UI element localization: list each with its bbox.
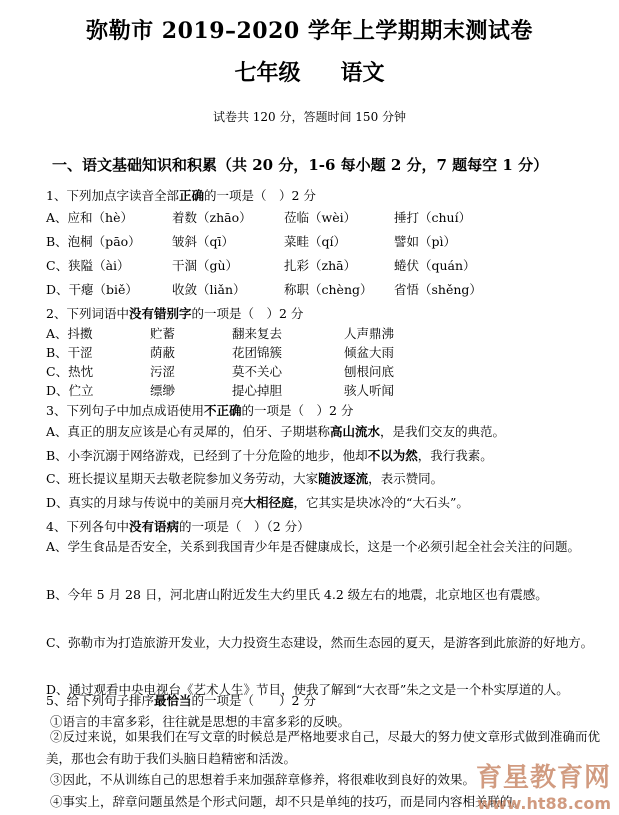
q5-sentence-2: ②反过来说，如果我们在写文章的时候总是严格地要求自己，尽最大的努力使文章形式做到准确而优美，那也会有助于我们头脑日趋精密和活泼。 <box>46 729 601 766</box>
watermark-logo-text: 育星教育网 <box>475 763 611 793</box>
q4-option-c: C、弥勒市为打造旅游开发业，大力投资生态建设，然而生态园的夏天，是游客到此旅游的好地方。 <box>46 635 594 650</box>
grade-label: 七年级 <box>234 60 301 86</box>
q5-sentence-3: ③因此，不从训练自己的思想着手来加强辞章修养，将很难收到良好的效果。 <box>50 772 476 787</box>
question-5-stem-text: 5、给下列句子排序最恰当的一项是（ ）2 分 <box>46 693 316 708</box>
exam-info: 试卷共 120 分，答题时间 150 分钟 <box>212 110 407 124</box>
exam-subtitle <box>0 56 619 87</box>
q3-option-c: C、班长提议星期天去敬老院参加义务劳动，大家随波逐流，表示赞同。 <box>46 471 444 486</box>
question-2-stem: 2、下列词语中没有错别字的一项是（ ）2 分 <box>46 306 304 321</box>
watermark <box>476 757 611 813</box>
q3-option-b: B、小李沉溺于网络游戏，已经到了十分危险的地步，他却不以为然，我行我素。 <box>46 448 493 463</box>
question-3-stem: 3、下列句子中加点成语使用不正确的一项是（ ）2 分 <box>46 403 354 418</box>
q4-option-b: B、今年 5 月 28 日，河北唐山附近发生大约里氏 4.2 级左右的地震，北京地区也有震感。 <box>46 587 548 602</box>
q5-sentence-1: ①语言的丰富多彩，往往就是思想的丰富多彩的反映。 <box>50 714 351 729</box>
question-4-stem: 4、下列各句中没有语病的一项是（ ）（2 分） <box>46 519 310 534</box>
q3-option-d: D、真实的月球与传说中的美丽月亮大相径庭，它其实是块冰冷的“大石头”。 <box>46 495 469 510</box>
section-title: 一、语文基础知识和积累（共 20 分，1-6 每小题 2 分，7 题每空 1 分） <box>52 156 549 174</box>
exam-title: 弥勒市 2019–2020 学年上学期期末测试卷 <box>86 18 533 44</box>
exam-page: 弥勒市 2019–2020 学年上学期期末测试卷 七年级 语文 试卷共 120 分，答题时间 150 分钟 一、语文基础知识和积累（共 20 分，1-6 每小题 2 分，7 题每空 1 分） 1、下列加点字读音全部正确的一项是（ ）2 分 A、应和（hè） 着数（zhāo） 莅临（wèi） 捶打（chuí） B、泡桐（pāo） 皱斜（qī） 菜畦（qí） 譬如（pì） C、狭隘（ài） 干涸（gù） 扎彩（zhā） 蜷伏（quán） D、干瘪（biě） 收敛（liǎn） 称职（chèng） 省悟（shěng） 2、下列词语中没有错别字的一项是（ ）2 分 A、抖擞 贮蓄 翻来复去 人声鼎沸 B、干涩 荫蔽 花团锦簇 倾盆大雨 C、热忱 污涩 莫不关心 刨根问底 D、伫立 缥缈 提心掉胆 骇人听闻 3、下列句子中加点成语使用不正确的一项是（ ）2 分 A、真正的朋友应该是心有灵犀的，伯牙、子期堪称高山流水，是我们交友的典范。 B、小李沉溺于网络游戏，已经到了十分危险的地步，他却不以为然，我行我素。 C、班长提议星期天去敬老院参加义务劳动，大家随波逐流，表示赞同。 D、真实的月球与传说中的美丽月亮大相径庭，它其实是块冰冷的“大石头”。 4、下列各句中没有语病的一项是（ ）（2 分） A、学生食品是否安全，关系到我国青少年是否健康成长，这是一个必须引起全社会关注的问题。 B、今年 5 月 28 日，河北唐山附近发生大约里氏 4.2 级左右的地震，北京地区也有震感。 C、弥勒市为打造旅游开发业，大力投资生态建设，然而生态园的夏天，是游客到此旅游的好地方。 D、通过观看中央电视台《艺术人生》节目，使我了解到“大衣哥”朱之文是一个朴实厚道的人。 <box>0 0 619 815</box>
question-1-stem: 1、下列加点字读音全部正确的一项是（ ）2 分 <box>46 188 316 203</box>
q4-option-a: A、学生食品是否安全，关系到我国青少年是否健康成长，这是一个必须引起全社会关注的问题。 <box>46 539 581 554</box>
q5-sentence-4: ④事实上，辞章问题虽然是个形式问题，却不只是单纯的技巧，而是同内容相关联的。 <box>50 794 526 809</box>
watermark-url: www.ht88.com <box>477 794 611 813</box>
q3-option-a: A、真正的朋友应该是心有灵犀的，伯牙、子期堪称高山流水，是我们交友的典范。 <box>46 424 506 439</box>
q4-option-d: D、通过观看中央电视台《艺术人生》节目，使我了解到“大衣哥”朱之文是一个朴实厚道的人。 <box>46 682 569 697</box>
subject-label: 语文 <box>340 60 385 86</box>
